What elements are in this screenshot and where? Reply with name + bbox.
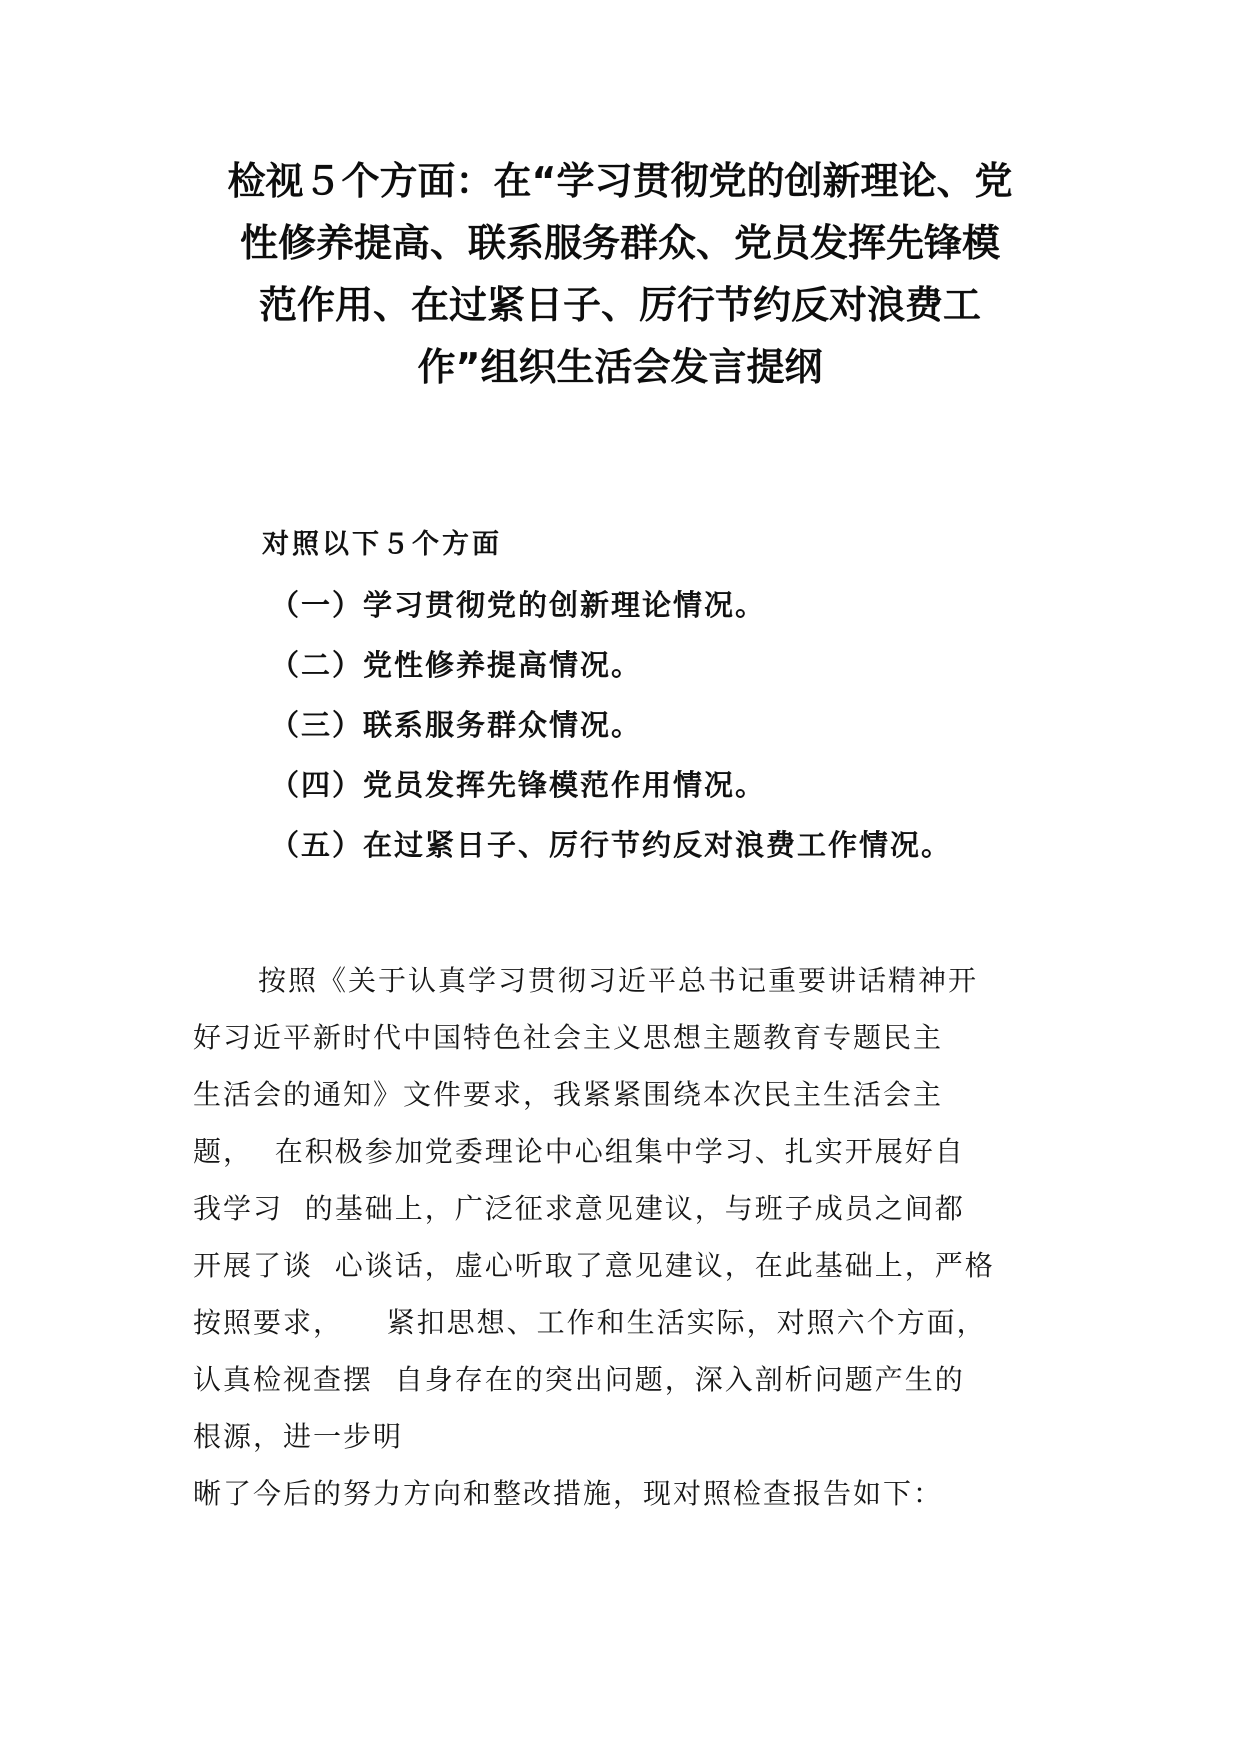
body-line: 按照要求， 紧扣思想、工作和生活实际，对照六个方面， [193,1306,987,1339]
body-line: 好习近平新时代中国特色社会主义思想主题教育专题民主 [193,1021,944,1054]
title-line: 范作用、在过紧日子、厉行节约反对浪费工 [258,283,981,327]
body-line: 按照《关于认真学习贯彻习近平总书记重要讲话精神开 [258,964,979,997]
body-line: 生活会的通知》文件要求，我紧紧围绕本次民主生活会主 [193,1078,944,1111]
body-line: 认真检视查摆 自身存在的突出问题，深入剖析问题产生的 [193,1363,965,1396]
body-line: 晰了今后的努力方向和整改措施，现对照检查报告如下： [193,1477,944,1510]
body-line: 题， 在积极参加党委理论中心组集中学习、扎实开展好自 [193,1135,965,1168]
aspect-item: （一）学习贯彻党的创新理论情况。 [270,588,767,622]
aspect-item: （二）党性修养提高情况。 [270,648,643,682]
document-title [150,150,1090,398]
title-line: 检视５个方面：在“学习贯彻党的创新理论、党 [227,159,1013,203]
aspect-item: （五）在过紧日子、厉行节约反对浪费工作情况。 [270,828,953,862]
body-line: 我学习 的基础上，广泛征求意见建议，与班子成员之间都 [193,1192,965,1225]
aspect-list [270,585,952,885]
body-line: 开展了谈 心谈话，虚心听取了意见建议，在此基础上，严格 [193,1249,995,1282]
title-line: 性修养提高、联系服务群众、党员发挥先锋模 [239,221,1000,265]
title-line: 作”组织生活会发言提纲 [417,345,823,389]
body-line: 根源，进一步明 [193,1420,404,1453]
body-paragraph [193,952,1073,1522]
aspect-item: （四）党员发挥先锋模范作用情况。 [270,768,767,802]
aspect-item: （三）联系服务群众情况。 [270,708,643,742]
intro-heading: 对照以下５个方面 [262,529,502,560]
